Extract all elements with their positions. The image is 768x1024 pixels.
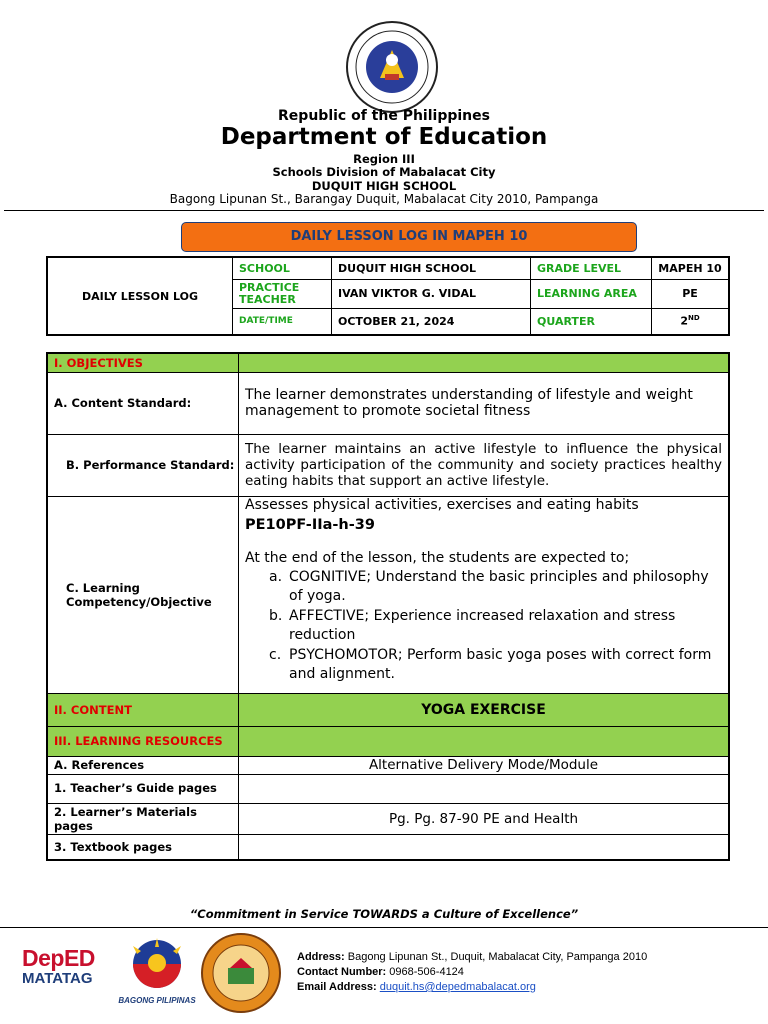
school-value: DUQUIT HIGH SCHOOL	[332, 257, 531, 279]
performance-standard-label: B. Performance Standard:	[47, 434, 239, 496]
teacher-label: PRACTICE TEACHER	[233, 279, 332, 308]
date-label: DATE/TIME	[233, 308, 332, 335]
resources-label: III. LEARNING RESOURCES	[47, 726, 239, 756]
resources-fill	[239, 726, 730, 756]
area-value: PE	[652, 279, 730, 308]
motto: “Commitment in Service TOWARDS a Culture of Excellence”	[189, 907, 579, 921]
header-divider	[4, 210, 764, 211]
teachers-guide-label: 1. Teacher’s Guide pages	[47, 774, 239, 803]
textbook-label: 3. Textbook pages	[47, 834, 239, 860]
header-region: Region III	[353, 152, 415, 166]
performance-standard-text: The learner maintains an active lifestyle to influence the physical activity participation of the community and society practices healthy eating habits that support an active lifestyle.	[239, 434, 730, 496]
list-item: c. PSYCHOMOTOR; Perform basic yoga poses with correct form and alignment.	[269, 646, 712, 682]
grade-value: MAPEH 10	[652, 257, 730, 279]
header-division: Schools Division of Mabalacat City	[272, 165, 496, 179]
list-item: a. COGNITIVE; Understand the basic principles and philosophy of yoga.	[269, 568, 709, 604]
content-label: II. CONTENT	[47, 693, 239, 726]
header-school: DUQUIT HIGH SCHOOL	[311, 179, 457, 193]
lesson-log-title: DAILY LESSON LOG IN MAPEH 10	[181, 222, 637, 252]
quarter-value: 2ND	[652, 308, 730, 335]
references-value: Alternative Delivery Mode/Module	[239, 756, 730, 774]
footer-divider	[0, 927, 768, 928]
bagong-pilipinas-logo: BAGONG PILIPINAS	[116, 934, 198, 1004]
header-department: Department of Education	[220, 124, 548, 150]
info-left-label: DAILY LESSON LOG	[47, 257, 233, 335]
content-standard-label: A. Content Standard:	[47, 372, 239, 434]
contact-block	[297, 950, 647, 995]
grade-label: GRADE LEVEL	[531, 257, 652, 279]
teacher-value: IVAN VIKTOR G. VIDAL	[332, 279, 531, 308]
learners-materials-value: Pg. Pg. 87-90 PE and Health	[239, 803, 730, 834]
email-link[interactable]: duquit.hs@depedmabalacat.org	[379, 981, 536, 993]
header-address: Bagong Lipunan St., Barangay Duquit, Mabalacat City 2010, Pampanga	[169, 192, 599, 206]
competency-intro: Assesses physical activities, exercises and eating habits	[245, 496, 639, 513]
content-value: YOGA EXERCISE	[239, 693, 730, 726]
objectives-heading: I. OBJECTIVES	[47, 353, 239, 372]
content-standard-text: The learner demonstrates understanding of lifestyle and weight management to promote societal fitness	[239, 372, 730, 434]
header-republic: Republic of the Philippines	[278, 108, 490, 124]
address-line: Address: Bagong Lipunan St., Duquit, Mabalacat City, Pampanga 2010	[297, 951, 648, 963]
competency-label: C. Learning Competency/Objective	[47, 496, 239, 693]
deped-seal	[345, 20, 439, 114]
contact-line: Contact Number: 0968-506-4124	[297, 966, 464, 978]
references-label: A. References	[47, 756, 239, 774]
school-seal	[200, 932, 282, 1014]
teachers-guide-value	[239, 774, 730, 803]
quarter-label: QUARTER	[531, 308, 652, 335]
date-value: OCTOBER 21, 2024	[332, 308, 531, 335]
info-table	[46, 256, 730, 336]
textbook-value	[239, 834, 730, 860]
objectives-table	[46, 352, 730, 861]
objectives-list	[245, 568, 722, 685]
objectives-heading-fill	[239, 353, 730, 372]
email-line: Email Address: duquit.hs@depedmabalacat.org	[297, 981, 536, 993]
competency-lead: At the end of the lesson, the students are expected to;	[245, 549, 630, 566]
competency-code: PE10PF-IIa-h-39	[245, 516, 375, 533]
school-label: SCHOOL	[233, 257, 332, 279]
competency-cell	[239, 496, 730, 693]
learners-materials-label: 2. Learner’s Materials pages	[47, 803, 239, 834]
deped-matatag-logo: DepED MATATAG	[22, 945, 95, 987]
list-item: b. AFFECTIVE; Experience increased relaxation and stress reduction	[269, 607, 676, 643]
area-label: LEARNING AREA	[531, 279, 652, 308]
